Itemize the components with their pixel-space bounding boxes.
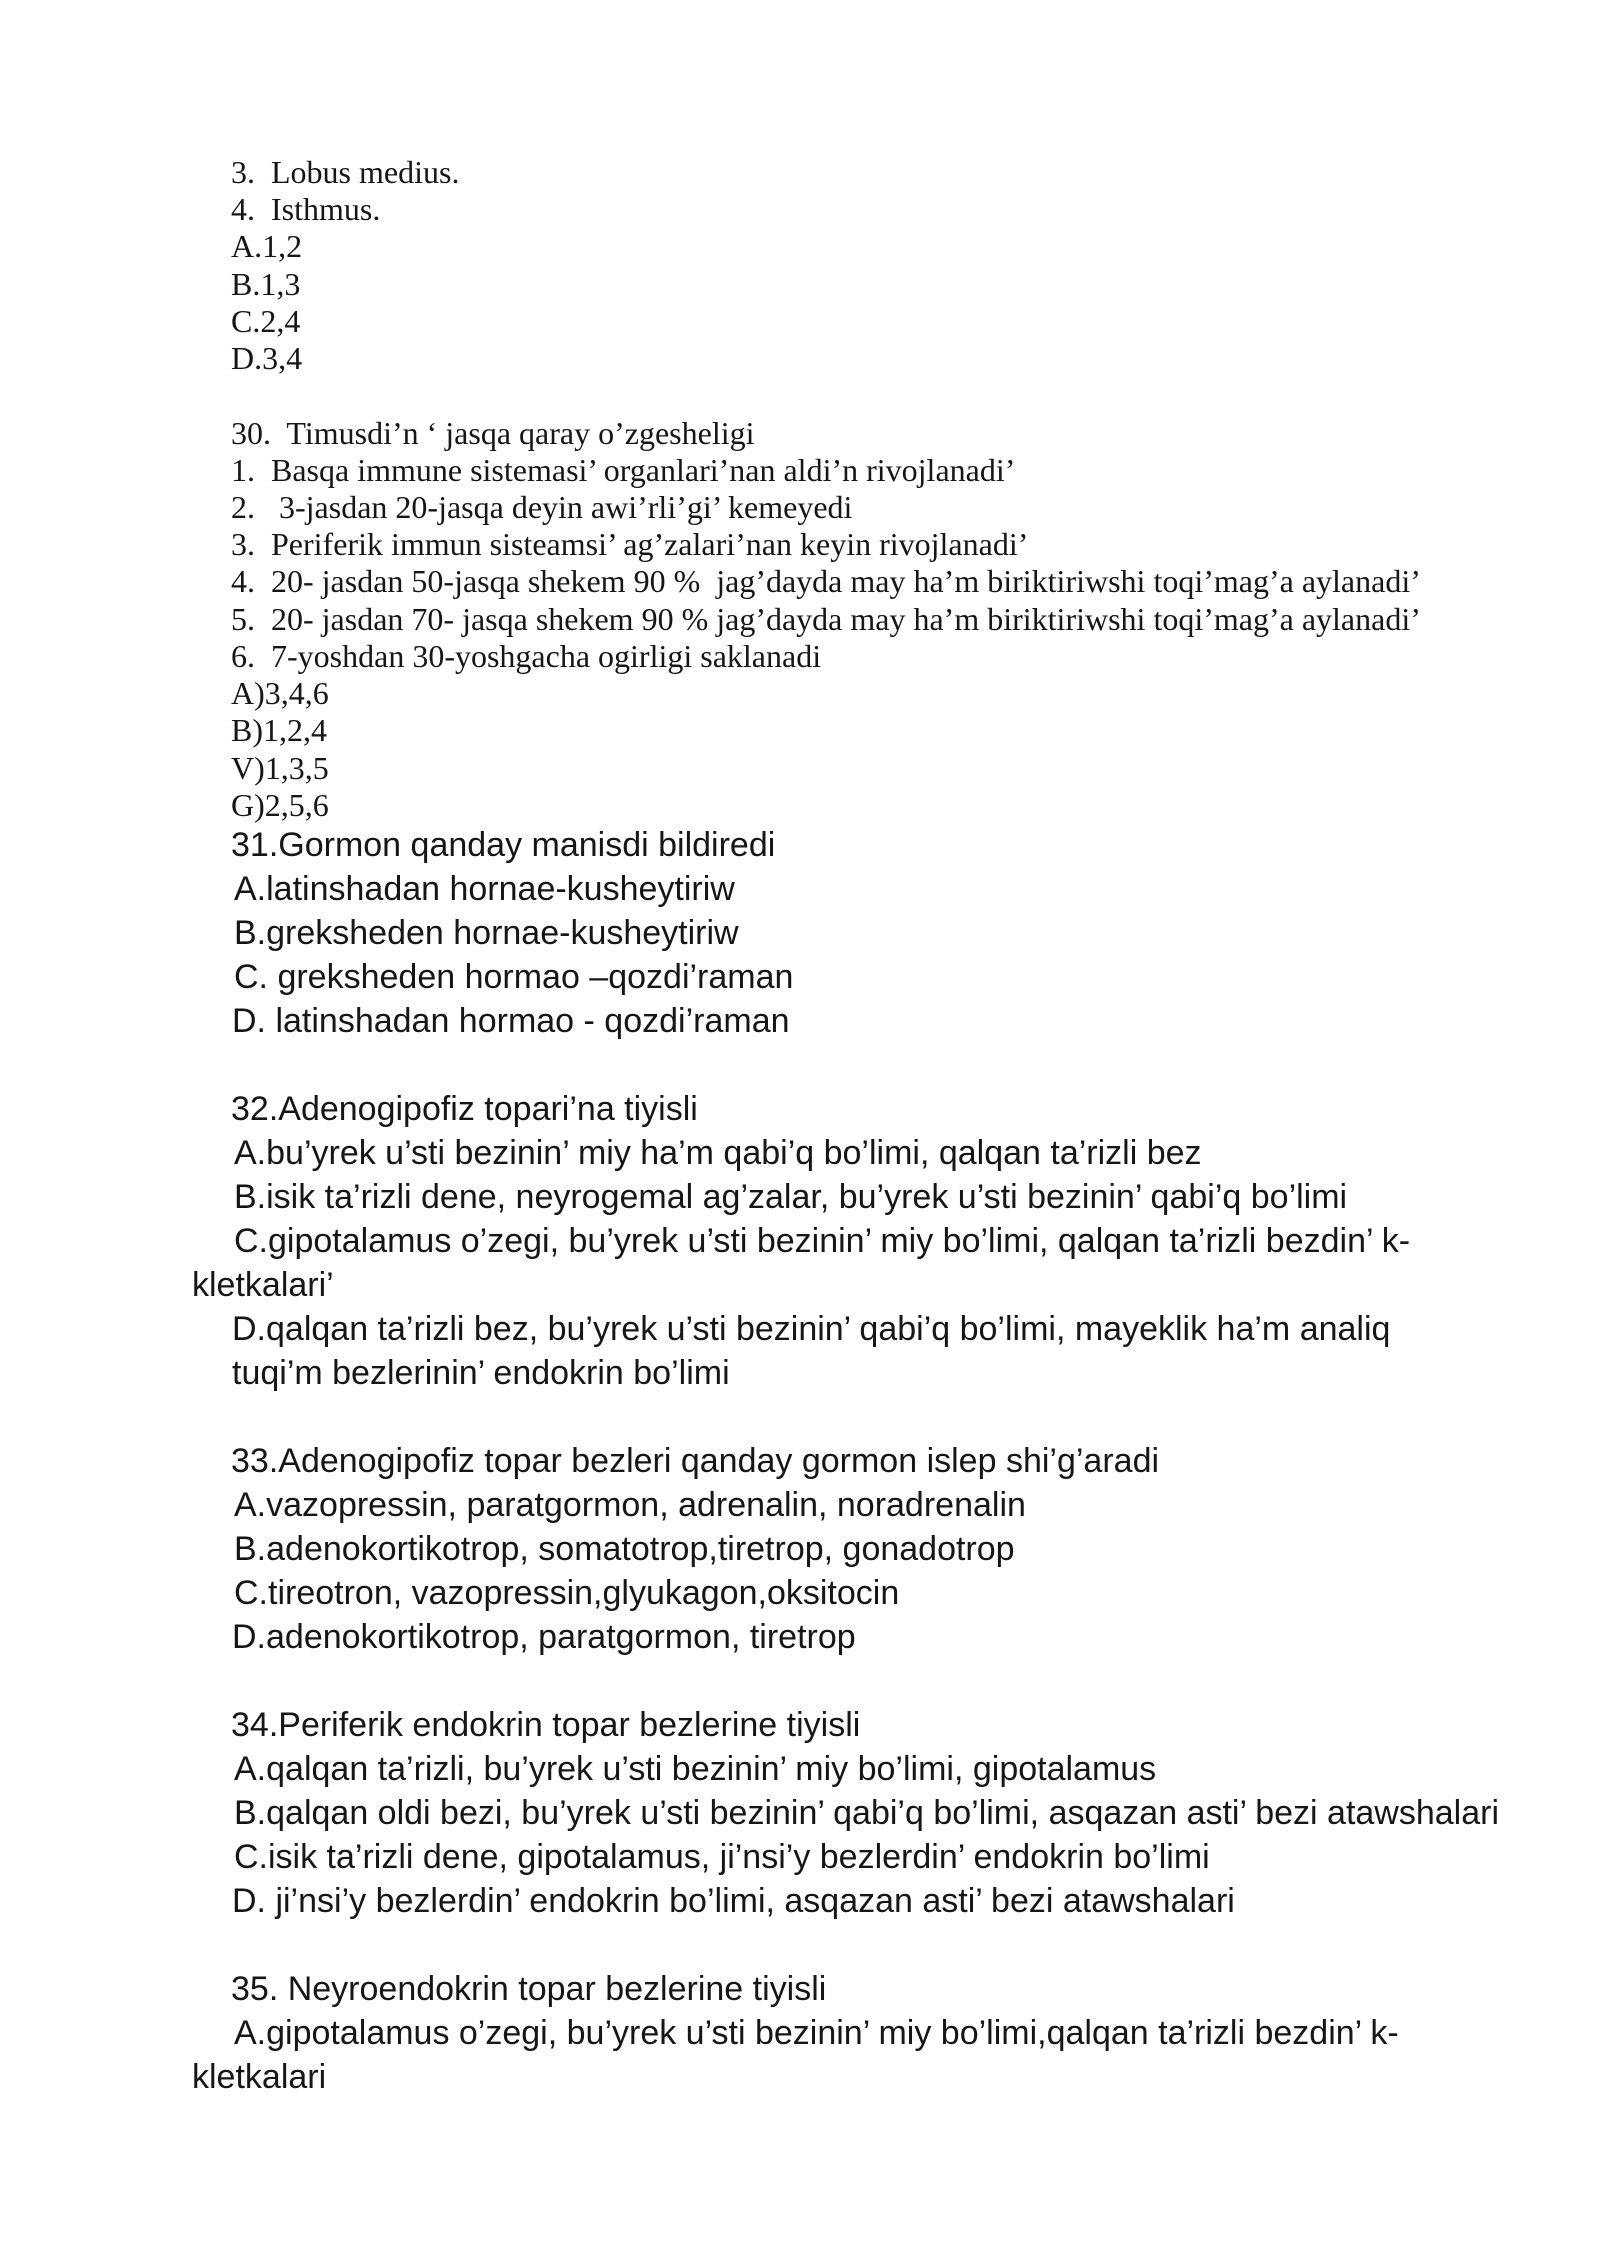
answer-option-g: G)2,5,6 [231,786,329,823]
answer-option-a: A)3,4,6 [231,675,329,712]
question-32-title: 32.Adenogipofiz topari’na tiyisli [231,1090,698,1129]
question-32 [192,1087,1499,1395]
list-item-2: 2. 3-jasdan 20-jasqa deyin awi’rli’gi’ kemeyedi [231,488,853,525]
serif-section [231,154,1421,824]
spacer [231,1659,1499,1703]
answer-option-v: V)1,3,5 [231,749,329,786]
answer-option-d: D.qalqan ta’rizli bez, bu’yrek u’sti bezinin’ qabi’q bo’limi, mayeklik ha’m analiq [232,1310,1391,1349]
answer-option-b: B.isik ta’rizli dene, neyrogemal ag’zalar, bu’yrek u’sti bezinin’ qabi’q bo’limi [234,1178,1348,1217]
answer-option-b: B.adenokortikotrop, somatotrop,tiretrop, gonadotrop [234,1530,1015,1569]
answer-option-c: C. greksheden hormao –qozdi’raman [234,958,794,997]
answer-option-a: A.bu’yrek u’sti bezinin’ miy ha’m qabi’q bo’limi, qalqan ta’rizli bez [234,1134,1202,1173]
answer-option-c: C.isik ta’rizli dene, gipotalamus, ji’nsi’y bezlerdin’ endokrin bo’limi [234,1838,1210,1877]
answer-option-d-continuation: tuqi’m bezlerinin’ endokrin bo’limi [232,1354,730,1393]
list-item-3: 3. Periferik immun sisteamsi’ ag’zalari’nan keyin rivojlanadi’ [231,526,1029,563]
list-item-1: 1. Basqa immune sistemasi’ organlari’nan aldi’n rivojlanadi’ [231,451,1016,488]
answer-option-c: C.gipotalamus o’zegi, bu’yrek u’sti bezinin’ miy bo’limi, qalqan ta’rizli bezdin’ k- [234,1222,1411,1261]
answer-option-b: B.1,3 [231,265,301,302]
answer-option-b: B.qalqan oldi bezi, bu’yrek u’sti bezinin’ qabi’q bo’limi, asqazan asti’ bezi atawshalari [234,1794,1500,1833]
question-31-title: 31.Gormon qanday manisdi bildiredi [231,826,776,864]
previous-question [231,154,1421,377]
list-item-6: 6. 7-yoshdan 30-yoshgacha ogirligi saklanadi [231,637,822,674]
sans-section [192,823,1500,2099]
list-item-5: 5. 20- jasdan 70- jasqa shekem 90 % jag’dayda may ha’m biriktiriwshi toqi’mag’a aylanadi’ [231,600,1421,637]
answer-option-a-continuation: kletkalari [192,2058,327,2097]
answer-option-c-continuation: kletkalari’ [192,1266,334,1305]
question-34 [231,1703,1499,1923]
answer-option-a: A.qalqan ta’rizli, bu’yrek u’sti bezinin’ miy bo’limi, gipotalamus [234,1750,1157,1789]
answer-option-a: A.vazopressin, paratgormon, adrenalin, noradrenalin [234,1486,1026,1525]
question-30-title: 30. Timusdi’n ‘ jasqa qaray o’zgesheligi [231,414,755,451]
question-35-title: 35. Neyroendokrin topar bezlerine tiyisli [231,1970,827,2009]
question-30 [231,415,1421,824]
list-item-3: 3. Lobus medius. [231,154,460,190]
question-33-title: 33.Adenogipofiz topar bezleri qanday gormon islep shi’g’aradi [231,1442,1160,1481]
question-34-title: 34.Periferik endokrin topar bezlerine tiyisli [231,1706,861,1745]
answer-option-d: D. latinshadan hormao - qozdi’raman [232,1002,790,1041]
answer-option-c: C.2,4 [231,302,301,339]
answer-option-a: A.gipotalamus o’zegi, bu’yrek u’sti bezinin’ miy bo’limi,qalqan ta’rizli bezdin’ k- [234,2014,1399,2053]
answer-option-b: B)1,2,4 [231,712,327,749]
question-35 [192,1967,1499,2099]
question-31 [231,823,1499,1043]
list-item-4: 4. 20- jasdan 50-jasqa shekem 90 % jag’dayda may ha’m biriktiriwshi toqi’mag’a aylanadi’ [231,563,1421,600]
answer-option-a: A.latinshadan hornae-kusheytiriw [234,870,735,909]
answer-option-b: B.greksheden hornae-kusheytiriw [234,914,739,953]
spacer [231,377,1421,414]
list-item-4: 4. Isthmus. [231,191,381,228]
question-33 [231,1439,1499,1659]
answer-option-d: D.3,4 [231,340,303,377]
answer-option-d: D.adenokortikotrop, paratgormon, tiretrop [232,1618,856,1657]
spacer [231,1043,1499,1087]
spacer [231,1923,1499,1967]
answer-option-d: D. ji’nsi’y bezlerdin’ endokrin bo’limi, asqazan asti’ bezi atawshalari [232,1882,1235,1921]
answer-option-a: A.1,2 [231,228,303,265]
spacer [231,1395,1499,1439]
answer-option-c: C.tireotron, vazopressin,glyukagon,oksitocin [234,1574,900,1613]
